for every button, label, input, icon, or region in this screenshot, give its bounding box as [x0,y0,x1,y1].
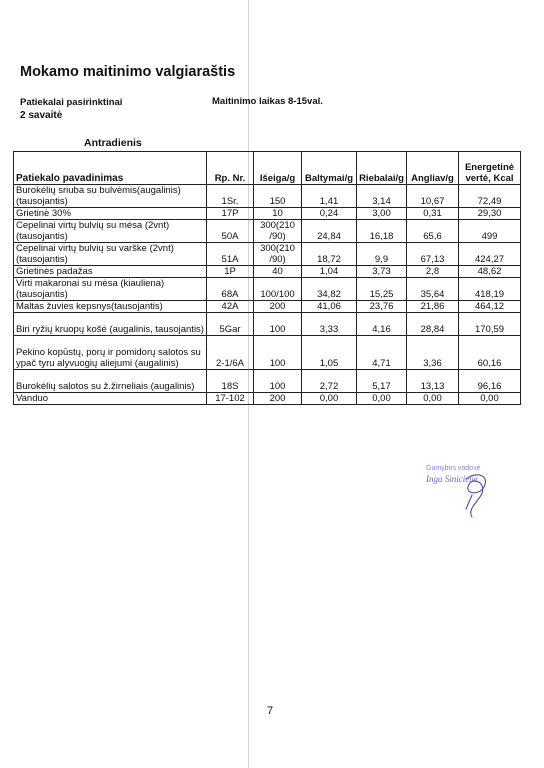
fat-value: 5,17 [357,370,407,393]
table-row [14,278,521,301]
carbs-value: 21,86 [407,301,459,313]
recipe-no: 5Gar [207,313,254,336]
yield-value: 300(210 /90) [254,220,302,243]
fat-value: 9,9 [357,243,407,266]
recipe-no: 42A [207,301,254,313]
serving-time: Maitinimo laikas 8-15val. [212,96,323,107]
table-row [14,220,521,243]
recipe-no: 2-1/6A [207,336,254,370]
carbs-value: 10,67 [407,185,459,208]
energy-value: 96,16 [459,370,521,393]
dish-name: Cepelinai virtų bulvių su mėsa (2vnt)(tausojantis) [14,220,207,243]
signature-mark [418,465,510,525]
dish-name: Cepelinai virtų bulvių su varške (2vnt)(tausojantis) [14,243,207,266]
protein-value: 34,82 [302,278,357,301]
header-name: Patiekalo pavadinimas [14,152,207,185]
energy-value: 464,12 [459,301,521,313]
dish-name: Virti makaronai su mėsa (kiauliena)(tausojantis) [14,278,207,301]
category-label: Patiekalai pasirinktinai [20,97,123,108]
recipe-no: 51A [207,243,254,266]
protein-value: 18,72 [302,243,357,266]
protein-value: 1,04 [302,266,357,278]
yield-value: 100 [254,336,302,370]
fat-value: 3,14 [357,185,407,208]
recipe-no: 1P [207,266,254,278]
energy-value: 48,62 [459,266,521,278]
yield-value: 100/100 [254,278,302,301]
energy-value: 0,00 [459,393,521,405]
energy-value: 72,49 [459,185,521,208]
fat-value: 3,00 [357,208,407,220]
header-protein: Baltymai/g [302,152,357,185]
protein-value: 24,84 [302,220,357,243]
yield-value: 200 [254,301,302,313]
carbs-value: 67,13 [407,243,459,266]
protein-value: 0,00 [302,393,357,405]
energy-value: 170,59 [459,313,521,336]
yield-value: 40 [254,266,302,278]
energy-value: 424,27 [459,243,521,266]
table-row [14,370,521,393]
yield-value: 100 [254,370,302,393]
table-row [14,336,521,370]
fat-value: 4,16 [357,313,407,336]
category-block [20,96,122,122]
carbs-value: 65,6 [407,220,459,243]
page-number: 7 [267,705,274,717]
fat-value: 0,00 [357,393,407,405]
yield-value: 300(210 /90) [254,243,302,266]
energy-value: 418,19 [459,278,521,301]
protein-value: 1,05 [302,336,357,370]
carbs-value: 35,64 [407,278,459,301]
recipe-no: 68A [207,278,254,301]
dish-name: Pekino kopūstų, porų ir pomidorų salotos su ypač tyru alyvuogių aliejumi (augalinis) [14,336,207,370]
protein-value: 2,72 [302,370,357,393]
menu-table [13,151,521,405]
energy-value: 499 [459,220,521,243]
protein-value: 3,33 [302,313,357,336]
yield-value: 10 [254,208,302,220]
fat-value: 23,76 [357,301,407,313]
stamp-name: Inga Siniciene [426,474,478,484]
page-title: Mokamo maitinimo valgiaraštis [20,64,236,80]
dish-name: Maltas žuvies kepsnys(tausojantis) [14,301,207,313]
header-recipe-no: Rp. Nr. [207,152,254,185]
protein-value: 41,06 [302,301,357,313]
header-carbs: Angliav/g [407,152,459,185]
recipe-no: 17-102 [207,393,254,405]
fat-value: 16,18 [357,220,407,243]
energy-value: 60,16 [459,336,521,370]
dish-name: Grietinė 30% [14,208,207,220]
dish-name: Burokėlių sriuba su bulvėmis(augalinis)(tausojantis) [14,185,207,208]
recipe-no: 50A [207,220,254,243]
carbs-value: 28,84 [407,313,459,336]
carbs-value: 0,31 [407,208,459,220]
week-label: 2 savaitė [20,110,63,121]
table-row [14,208,521,220]
stamp-title: Gamybos vadovė [426,465,481,472]
recipe-no: 18S [207,370,254,393]
energy-value: 29,30 [459,208,521,220]
yield-value: 200 [254,393,302,405]
day-heading: Antradienis [84,137,142,149]
table-row [14,185,521,208]
table-row [14,313,521,336]
dish-name: Biri ryžių kruopų košė (augalinis, tausojantis) [14,313,207,336]
dish-name: Vanduo [14,393,207,405]
protein-value: 1,41 [302,185,357,208]
carbs-value: 2,8 [407,266,459,278]
fat-value: 15,25 [357,278,407,301]
recipe-no: 1Sr. [207,185,254,208]
header-yield: Išeiga/g [254,152,302,185]
fat-value: 3,73 [357,266,407,278]
dish-name: Grietinės padažas [14,266,207,278]
protein-value: 0,24 [302,208,357,220]
header-fat: Riebalai/g [357,152,407,185]
yield-value: 100 [254,313,302,336]
recipe-no: 17P [207,208,254,220]
carbs-value: 13,13 [407,370,459,393]
table-row [14,243,521,266]
header-energy: Energetinė vertė, Kcal [459,152,521,185]
fat-value: 4,71 [357,336,407,370]
dish-name: Burokėlių salotos su ž.žirneliais (augalinis) [14,370,207,393]
yield-value: 150 [254,185,302,208]
carbs-value: 3,36 [407,336,459,370]
carbs-value: 0,00 [407,393,459,405]
table-header-row [14,152,521,185]
table-row [14,266,521,278]
table-row [14,301,521,313]
table-row [14,393,521,405]
